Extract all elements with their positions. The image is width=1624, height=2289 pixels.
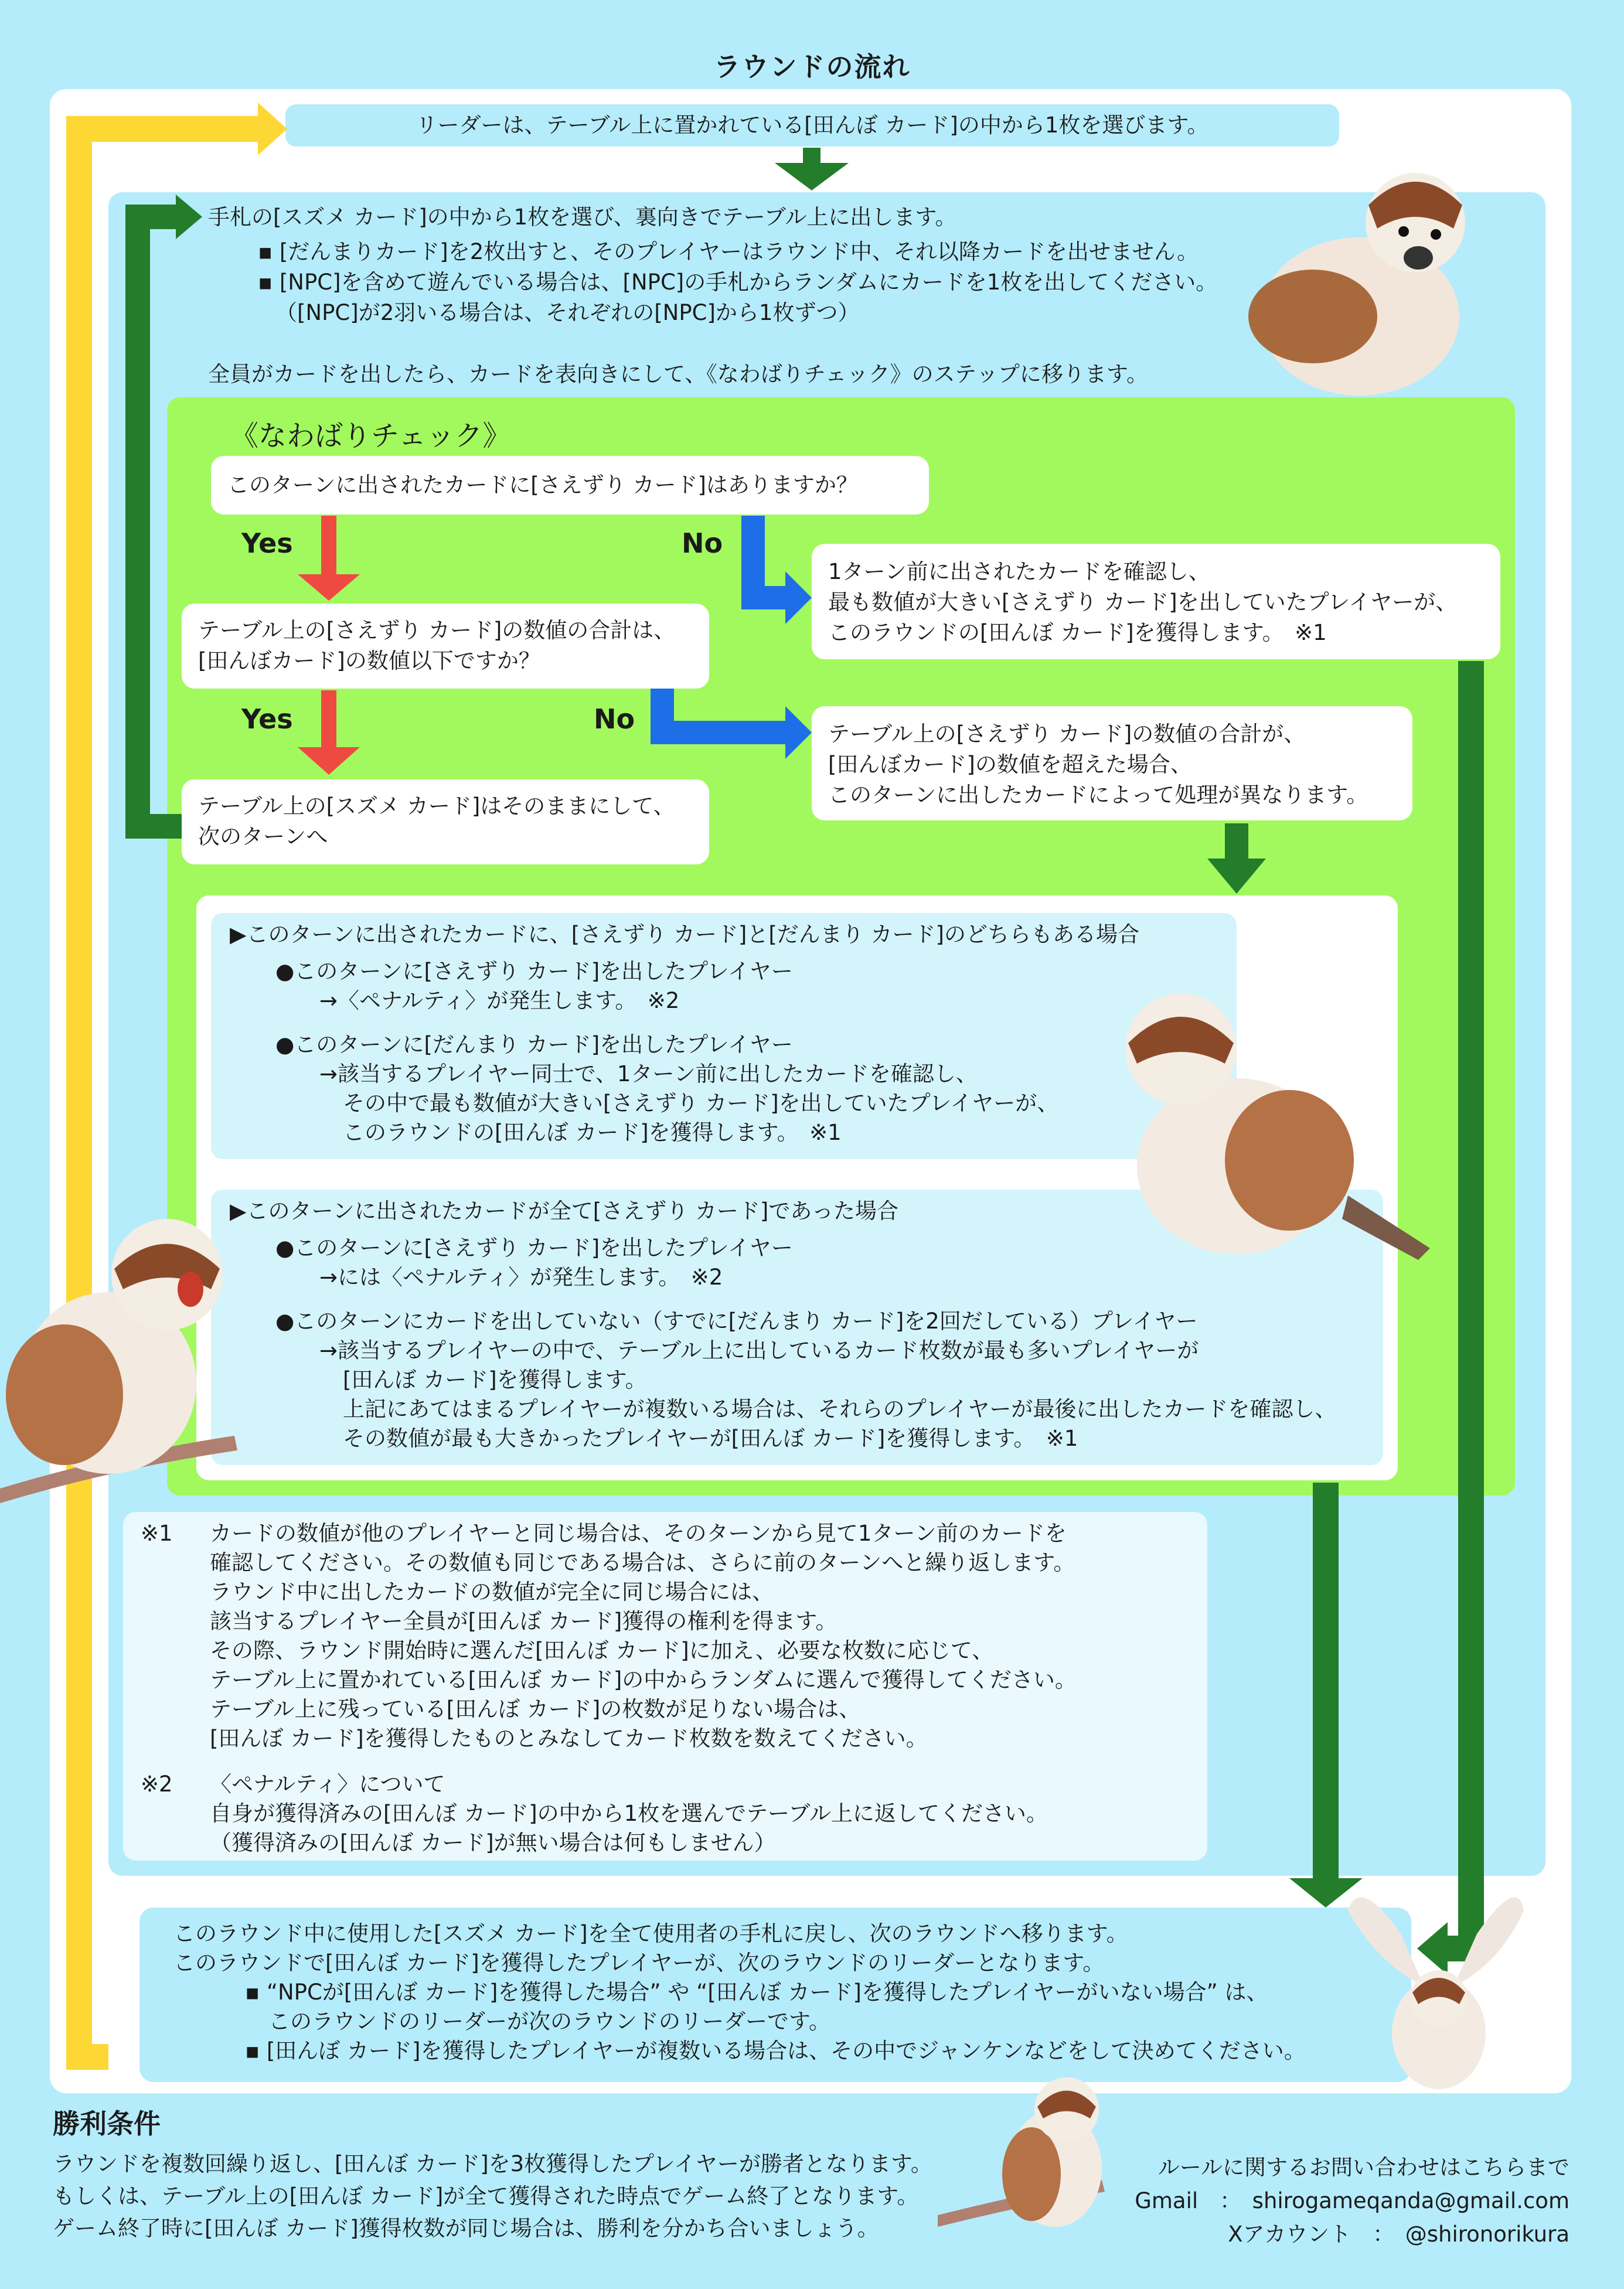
contact-gmail[interactable]: Gmail ： shirogameqanda@gmail.com: [1135, 2188, 1569, 2213]
red-arrowhead-2: [298, 747, 360, 775]
victory-heading: 勝利条件: [53, 2108, 161, 2140]
no-label-2: No: [594, 703, 635, 735]
note-1-line: 該当するプレイヤー全員が[田んぼ カード]獲得の権利を得ます。: [210, 1609, 837, 1634]
yellow-loop-arrow: [79, 129, 258, 2057]
note-1-line: その際、ラウンド開始時に選んだ[田んぼ カード]に加え、必要な枚数に応じて、: [210, 1638, 994, 1663]
no-2-result-line: テーブル上の[さえずり カード]の数値の合計が、: [828, 721, 1306, 747]
no-1-result-line: 1ターン前に出されたカードを確認し、: [828, 559, 1210, 584]
note-1-line: テーブル上に置かれている[田んぼ カード]の中からランダムに選んで獲得してください。: [210, 1667, 1077, 1692]
case-b-heading: ▶このターンに出されたカードが全て[さえずり カード]であった場合: [230, 1198, 898, 1224]
question-1: このターンに出されたカードに[さえずり カード]はありますか？: [227, 472, 858, 498]
victory-line: ゲーム終了時に[田んぼ カード]獲得枚数が同じ場合は、勝利を分かち合いましょう。: [53, 2216, 879, 2241]
no-1-result-line: このラウンドの[田んぼ カード]を獲得します。 ※1: [828, 620, 1327, 645]
case-b-line: [田んぼ カード]を獲得します。: [343, 1367, 647, 1392]
case-a-line: →該当するプレイヤー同士で、1ターン前に出したカードを確認し、: [319, 1061, 978, 1086]
sparrow-illustration: [1125, 993, 1430, 1260]
sparrow-illustration: [938, 2077, 1105, 2227]
green-down-arrowhead-2: [1207, 859, 1266, 894]
note-1-line: カードの数値が他のプレイヤーと同じ場合は、そのターンから見て1ターン前のカードを: [210, 1521, 1067, 1546]
play-bullet: ▪ [だんまりカード]を2枚出すと、そのプレイヤーはラウンド中、それ以降カードを出せません。: [258, 239, 1199, 264]
note-2-line: （獲得済みの[田んぼ カード]が無い場合は何もしません）: [210, 1830, 776, 1855]
note-2-line: 〈ペナルティ〉について: [210, 1772, 445, 1797]
sparrow-illustration: [1248, 173, 1465, 396]
play-bullet: （[NPC]が2羽いる場合は、それぞれの[NPC]から1枚ずつ）: [275, 300, 860, 325]
note-1-line: テーブル上に残っている[田んぼ カード]の枚数が足りない場合は、: [210, 1697, 861, 1722]
play-step-main: 手札の[スズメ カード]の中から1枚を選び、裏向きでテーブル上に出します。: [208, 205, 957, 230]
green-down-arrow: [803, 148, 820, 164]
page-title: ラウンドの流れ: [713, 51, 911, 83]
case-a-line: ●このターンに[さえずり カード]を出したプレイヤー: [275, 959, 793, 984]
sparrow-illustration: [1348, 1898, 1524, 2090]
case-a-line: その中で最も数値が大きい[さえずり カード]を出していたプレイヤーが、: [343, 1091, 1059, 1116]
sparrow-illustration: [0, 1219, 237, 1503]
contact-x-account[interactable]: Xアカウント ： @shironorikura: [1228, 2222, 1569, 2247]
green-left-loop-arrow: [138, 217, 182, 826]
case-b-line: ●このターンにカードを出していない（すでに[だんまり カード]を2回だしている）プレイヤー: [275, 1309, 1198, 1334]
green-long-down-arrow: [1313, 1483, 1339, 1881]
note-1-line: ラウンド中に出したカードの数値が完全に同じ場合には、: [210, 1579, 774, 1605]
contact-heading: ルールに関するお問い合わせはこちらまで: [1157, 2155, 1569, 2180]
round-end-line: このラウンド中に使用した[スズメ カード]を全て使用者の手札に戻し、次のラウンドへ移ります。: [173, 1921, 1128, 1946]
blue-arrowhead-1: [785, 571, 812, 624]
blue-arrow-1: [753, 516, 788, 598]
red-arrow-1: [321, 516, 336, 580]
note-2-mark: ※2: [141, 1772, 173, 1797]
no-2-result-line: [田んぼカード]の数値を超えた場合、: [828, 752, 1192, 777]
yellow-arrowhead: [258, 103, 287, 155]
green-right-arrowhead: [1417, 1922, 1448, 1975]
note-1-line: [田んぼ カード]を獲得したものとみなしてカード枚数を数えてください。: [210, 1726, 928, 1751]
yes-label-1: Yes: [241, 527, 293, 559]
blue-arrow-2: [662, 689, 788, 733]
case-b-line: →には〈ペナルティ〉が発生します。 ※2: [319, 1265, 723, 1290]
check-heading: 《なわばりチェック》: [230, 420, 511, 452]
round-end-line: ▪ [田んぼ カード]を獲得したプレイヤーが複数いる場合は、その中でジャンケンなどをして決めてください。: [245, 2038, 1306, 2063]
case-b-line: →該当するプレイヤーの中で、テーブル上に出しているカード枚数が最も多いプレイヤーが: [319, 1338, 1199, 1363]
red-arrow-2: [321, 690, 336, 749]
blue-arrowhead-2: [785, 706, 812, 759]
victory-line: ラウンドを複数回繰り返し、[田んぼ カード]を3枚獲得したプレイヤーが勝者となります。: [53, 2151, 932, 2176]
question-2-line: [田んぼカード]の数値以下ですか？: [198, 648, 540, 673]
case-b-line: その数値が最も大きかったプレイヤーが[田んぼ カード]を獲得します。 ※1: [343, 1426, 1078, 1451]
round-end-line: このラウンドのリーダーが次のラウンドのリーダーです。: [268, 2009, 831, 2034]
no-label-1: No: [682, 527, 723, 559]
case-a-heading: ▶このターンに出されたカードに、[さえずり カード]と[だんまり カード]のどちらもある場合: [230, 922, 1139, 947]
round-end-line: ▪ “NPCが[田んぼ カード]を獲得した場合” や “[田んぼ カード]を獲得したプレイヤーがいない場合” は、: [245, 1980, 1268, 2005]
play-step-next: 全員がカードを出したら、カードを表向きにして、《なわばりチェック》のステップに移ります。: [208, 362, 1148, 387]
green-down-arrowhead: [775, 163, 849, 190]
yes-label-2: Yes: [241, 703, 293, 735]
no-1-result-line: 最も数値が大きい[さえずり カード]を出していたプレイヤーが、: [828, 590, 1458, 615]
case-a-line: ●このターンに[だんまり カード]を出したプレイヤー: [275, 1032, 793, 1057]
victory-line: もしくは、テーブル上の[田んぼ カード]が全て獲得された時点でゲーム終了となります。: [53, 2184, 919, 2209]
case-a-line: →〈ペナルティ〉が発生します。 ※2: [319, 988, 680, 1013]
green-left-arrowhead: [176, 195, 202, 239]
round-end-line: このラウンドで[田んぼ カード]を獲得したプレイヤーが、次のラウンドのリーダーとなります。: [173, 1950, 1105, 1975]
case-b-line: ●このターンに[さえずり カード]を出したプレイヤー: [275, 1235, 793, 1261]
yes-2-result-line: 次のターンへ: [198, 824, 328, 849]
question-2-line: テーブル上の[さえずり カード]の数値の合計は、: [198, 618, 676, 643]
green-down-arrow-2: [1225, 823, 1248, 861]
note-1-mark: ※1: [141, 1521, 173, 1546]
green-right-arrow: [1448, 661, 1471, 1949]
case-a-line: このラウンドの[田んぼ カード]を獲得します。 ※1: [343, 1120, 842, 1145]
play-bullet: ▪ [NPC]を含めて遊んでいる場合は、[NPC]の手札からランダムにカードを1枚を出してください。: [258, 270, 1218, 295]
note-1-line: 確認してください。その数値も同じである場合は、さらに前のターンへと繰り返します。: [210, 1550, 1075, 1575]
yes-2-result-line: テーブル上の[スズメ カード]はそのままにして、: [198, 793, 675, 819]
no-2-result-line: このターンに出したカードによって処理が異なります。: [828, 782, 1368, 808]
leader-step: リーダーは、テーブル上に置かれている[田んぼ カード]の中から1枚を選びます。: [285, 104, 1339, 147]
case-b-line: 上記にあてはまるプレイヤーが複数いる場合は、それらのプレイヤーが最後に出したカードを確認し、: [343, 1396, 1337, 1422]
note-2-line: 自身が獲得済みの[田んぼ カード]の中から1枚を選んでテーブル上に返してください。: [210, 1801, 1048, 1826]
red-arrowhead-1: [298, 574, 360, 601]
